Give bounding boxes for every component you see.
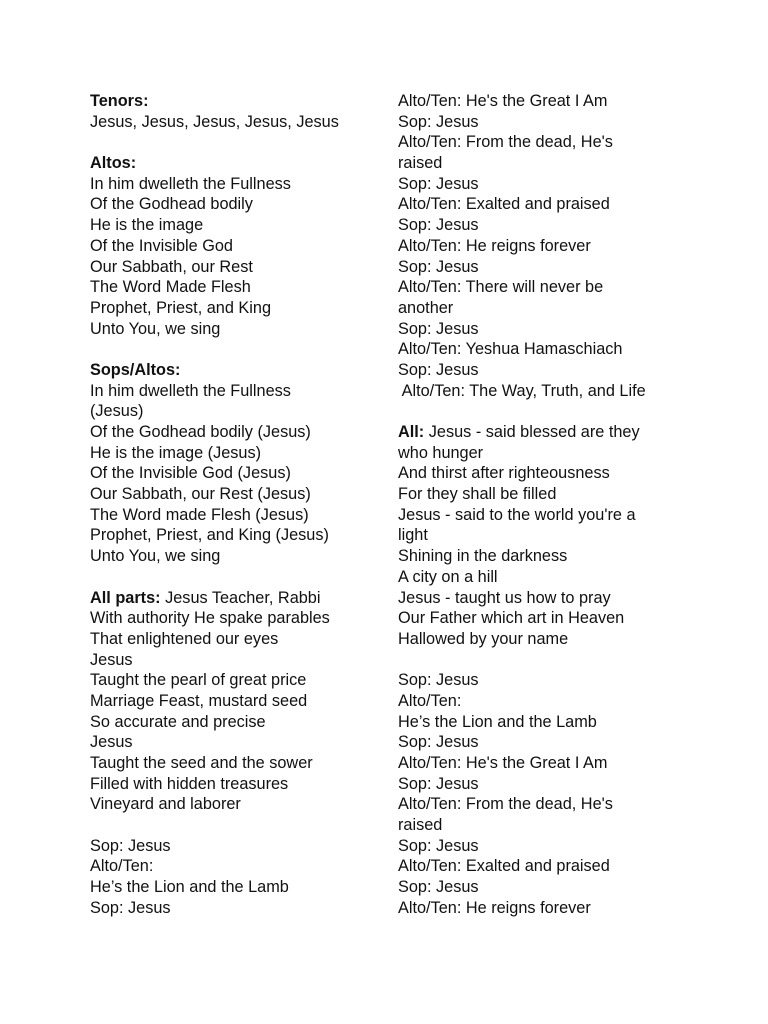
lyric-text: For they shall be filled: [398, 485, 557, 504]
lyric-text: raised: [398, 154, 443, 173]
part-label: Tenors:: [90, 92, 149, 110]
lyric-line: [398, 546, 698, 567]
lyric-line: [398, 815, 698, 836]
lyric-text: Sop: Jesus: [398, 836, 479, 855]
lyric-text: Alto/Ten: From the dead, He's: [398, 795, 613, 814]
lyric-text: Hallowed by your name: [398, 629, 569, 648]
lyric-line: [398, 277, 698, 298]
lyric-line: [90, 774, 380, 795]
lyric-text: Prophet, Priest, and King (Jesus): [90, 526, 329, 545]
lyric-text: Sop: Jesus: [398, 774, 479, 793]
lyric-line: [90, 484, 380, 505]
lyric-text: Alto/Ten: He reigns forever: [398, 898, 591, 917]
lyric-line: [398, 732, 698, 753]
lyric-text: Sop: Jesus: [398, 112, 479, 131]
lyric-text: Alto/Ten: Exalted and praised: [398, 195, 610, 214]
lyric-text: Of the Godhead bodily (Jesus): [90, 423, 311, 441]
lyric-line: [90, 194, 380, 215]
lyric-text: Sop: Jesus: [398, 174, 479, 193]
lyric-text: Sop: Jesus: [398, 878, 479, 897]
lyric-line: [90, 588, 380, 609]
lyric-line: [90, 794, 380, 815]
lyric-line: [90, 381, 380, 402]
lyric-text: He’s the Lion and the Lamb: [90, 878, 289, 897]
lyrics-column-left: [90, 91, 380, 919]
lyric-text: Jesus Teacher, Rabbi: [160, 588, 321, 607]
lyric-text: Sop: Jesus: [90, 898, 171, 917]
lyric-line: [398, 505, 698, 526]
lyric-line: [90, 608, 380, 629]
lyric-line: [90, 112, 380, 133]
lyric-text: Marriage Feast, mustard seed: [90, 691, 308, 710]
lyric-line: [90, 836, 380, 857]
lyric-line: [398, 257, 698, 278]
part-label: Sops/Altos:: [90, 360, 181, 379]
lyric-text: Our Sabbath, our Rest: [90, 257, 253, 276]
lyric-line: [398, 236, 698, 257]
lyric-line: [90, 298, 380, 319]
lyric-text: So accurate and precise: [90, 712, 266, 731]
lyric-text: Filled with hidden treasures: [90, 774, 289, 793]
lyric-text: Alto/Ten: There will never be: [398, 278, 604, 297]
lyric-text: Alto/Ten: Exalted and praised: [398, 857, 610, 876]
lyric-line: [90, 650, 380, 671]
lyric-text: He is the image: [90, 216, 204, 235]
lyric-text: With authority He spake parables: [90, 609, 330, 628]
lyric-text: Shining in the darkness: [398, 547, 568, 566]
lyric-text: Vineyard and laborer: [90, 795, 241, 814]
lyric-line: [398, 525, 698, 546]
lyric-text: Alto/Ten:: [398, 691, 462, 710]
lyric-line: [90, 670, 380, 691]
lyric-text: Alto/Ten: The Way, Truth, and Life: [398, 381, 646, 400]
lyric-line: [398, 670, 698, 691]
lyric-line: [90, 463, 380, 484]
lyric-text: light: [398, 526, 428, 545]
lyric-text: Prophet, Priest, and King: [90, 298, 272, 317]
lyric-line: [398, 174, 698, 195]
lyrics-column-right: [398, 91, 698, 919]
blank-line: [398, 650, 698, 671]
lyric-line: [398, 298, 698, 319]
lyric-text: Alto/Ten: He's the Great I Am: [398, 92, 608, 110]
lyric-line: [398, 836, 698, 857]
lyric-text: Taught the pearl of great price: [90, 671, 307, 690]
lyric-line: [90, 712, 380, 733]
lyric-text: Sop: Jesus: [398, 671, 479, 690]
blank-line: [90, 339, 380, 360]
lyric-text: And thirst after righteousness: [398, 464, 610, 483]
lyric-text: Jesus: [90, 650, 133, 669]
part-label: Altos:: [90, 154, 137, 173]
lyric-line: [90, 401, 380, 422]
part-label: All:: [398, 423, 425, 441]
lyric-line: [398, 91, 698, 112]
lyric-line: [398, 898, 698, 919]
lyric-line: [398, 856, 698, 877]
lyric-line: [90, 753, 380, 774]
lyric-line: [398, 691, 698, 712]
lyric-line: [90, 691, 380, 712]
lyric-line: [90, 277, 380, 298]
lyric-text: Jesus: [90, 733, 133, 752]
lyric-text: Alto/Ten: From the dead, He's: [398, 133, 613, 152]
lyric-line: [90, 732, 380, 753]
lyric-text: raised: [398, 816, 443, 835]
lyric-text: Our Father which art in Heaven: [398, 609, 625, 628]
lyric-line: [398, 608, 698, 629]
lyric-line: [398, 215, 698, 236]
lyric-text: Sop: Jesus: [398, 733, 479, 752]
lyric-text: Sop: Jesus: [90, 836, 171, 855]
lyric-line: [90, 257, 380, 278]
lyric-text: Alto/Ten: He's the Great I Am: [398, 754, 608, 772]
part-label: All parts:: [90, 588, 161, 607]
lyric-text: Jesus - said to the world you're a: [398, 505, 636, 524]
lyric-line: [398, 339, 698, 360]
lyric-text: That enlightened our eyes: [90, 629, 279, 648]
lyric-line: [398, 381, 698, 402]
lyric-text: who hunger: [398, 443, 484, 462]
lyric-text: Of the Godhead bodily: [90, 195, 253, 214]
lyric-text: Alto/Ten:: [90, 857, 154, 876]
lyric-line: [90, 525, 380, 546]
lyric-text: Unto You, we sing: [90, 319, 221, 338]
lyric-line: [398, 484, 698, 505]
lyric-line: [90, 360, 380, 381]
lyric-line: [398, 712, 698, 733]
lyric-text: Sop: Jesus: [398, 257, 479, 276]
lyric-line: [398, 794, 698, 815]
lyric-line: [90, 856, 380, 877]
lyric-text: He’s the Lion and the Lamb: [398, 712, 597, 731]
blank-line: [90, 567, 380, 588]
lyric-text: The Word made Flesh (Jesus): [90, 505, 309, 524]
lyric-line: [398, 463, 698, 484]
blank-line: [90, 132, 380, 153]
lyric-line: [90, 877, 380, 898]
lyric-text: Jesus - said blessed are they: [424, 423, 640, 441]
lyric-text: Alto/Ten: He reigns forever: [398, 236, 591, 255]
lyric-line: [90, 629, 380, 650]
lyric-text: Sop: Jesus: [398, 216, 479, 235]
lyric-text: Jesus, Jesus, Jesus, Jesus, Jesus: [90, 112, 339, 131]
lyric-line: [90, 546, 380, 567]
lyric-line: [90, 505, 380, 526]
lyric-text: Alto/Ten: Yeshua Hamaschiach: [398, 340, 623, 359]
lyric-text: Unto You, we sing: [90, 547, 221, 566]
lyric-line: [398, 877, 698, 898]
lyric-text: Of the Invisible God (Jesus): [90, 464, 291, 483]
lyric-text: Taught the seed and the sower: [90, 754, 313, 772]
lyric-line: [398, 567, 698, 588]
lyric-line: [398, 588, 698, 609]
lyric-text: Our Sabbath, our Rest (Jesus): [90, 485, 311, 504]
lyric-text: (Jesus): [90, 402, 144, 421]
lyric-line: [398, 753, 698, 774]
lyric-text: The Word Made Flesh: [90, 278, 251, 297]
lyric-line: [398, 360, 698, 381]
blank-line: [398, 401, 698, 422]
lyric-line: [90, 319, 380, 340]
lyric-line: [90, 422, 380, 443]
lyric-line: [398, 774, 698, 795]
lyric-line: [90, 443, 380, 464]
lyric-text: In him dwelleth the Fullness: [90, 381, 291, 400]
lyric-text: A city on a hill: [398, 567, 498, 586]
lyric-line: [398, 443, 698, 464]
lyric-line: [398, 422, 698, 443]
lyric-text: He is the image (Jesus): [90, 443, 262, 462]
lyric-text: In him dwelleth the Fullness: [90, 174, 291, 193]
lyric-line: [398, 153, 698, 174]
lyric-line: [398, 112, 698, 133]
blank-line: [90, 815, 380, 836]
lyric-line: [90, 153, 380, 174]
lyric-text: Sop: Jesus: [398, 360, 479, 379]
lyric-line: [90, 215, 380, 236]
lyric-line: [90, 898, 380, 919]
lyric-line: [90, 236, 380, 257]
lyric-line: [398, 319, 698, 340]
lyric-text: Sop: Jesus: [398, 319, 479, 338]
lyric-line: [398, 132, 698, 153]
lyric-line: [398, 629, 698, 650]
lyric-text: Of the Invisible God: [90, 236, 233, 255]
lyric-line: [398, 194, 698, 215]
lyric-line: [90, 91, 380, 112]
lyric-text: another: [398, 298, 454, 317]
lyric-text: Jesus - taught us how to pray: [398, 588, 611, 607]
lyric-line: [90, 174, 380, 195]
